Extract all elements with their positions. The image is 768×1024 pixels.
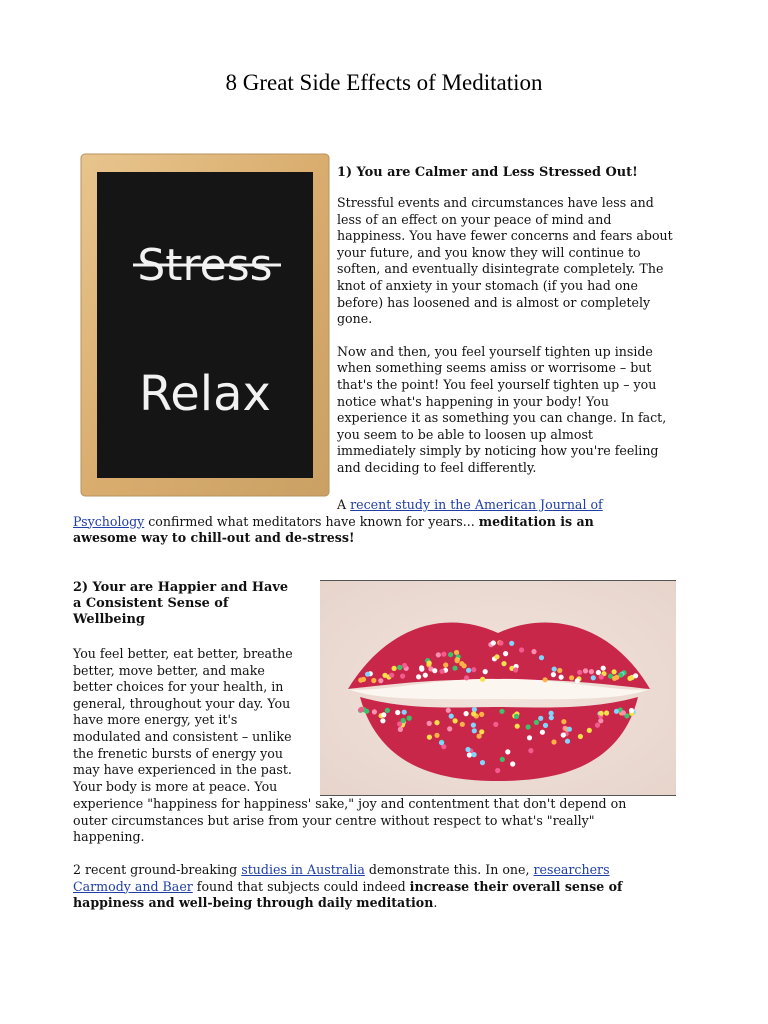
sprinkle-dot: [565, 739, 570, 744]
text-line: your future, and you know they will continue to: [337, 244, 641, 260]
text-line: the frenetic bursts of energy you: [73, 745, 283, 761]
carmody-and-baer-link[interactable]: Carmody and Baer: [73, 878, 193, 894]
section1-heading: 1) You are Calmer and Less Stressed Out!: [337, 165, 638, 180]
sprinkle-dot: [402, 710, 407, 715]
sprinkle-dot: [471, 667, 476, 672]
sprinkle-dot: [465, 747, 470, 752]
sprinkle-dot: [578, 734, 583, 739]
sprinkle-dot: [552, 667, 557, 672]
text-line: Now and then, you feel yourself tighten up inside: [337, 343, 653, 359]
sprinkle-dot: [472, 728, 477, 733]
sprinkle-dot: [480, 760, 485, 765]
sprinkle-dot: [539, 655, 544, 660]
sprinkle-dot: [604, 710, 609, 715]
sprinkle-dot: [498, 640, 503, 645]
text-line: general, throughout your day. You: [73, 695, 291, 711]
sprinkle-dot: [527, 735, 532, 740]
sprinkle-dot: [591, 675, 596, 680]
sprinkle-dot: [400, 674, 405, 679]
study-bold-2: awesome way to chill-out and de-stress!: [73, 530, 355, 546]
sprinkle-lips-image: [320, 580, 676, 796]
sprinkle-dot: [561, 732, 566, 737]
text-line: experience it as something you can change. In fact,: [337, 410, 667, 426]
sprinkle-dot: [392, 666, 397, 671]
sprinkle-dot: [380, 718, 385, 723]
sprinkle-dot: [483, 669, 488, 674]
sprinkle-dot: [477, 734, 482, 739]
sprinkle-dot: [493, 722, 498, 727]
text-line: you seem to be able to loosen up almost: [337, 426, 593, 442]
section1-paragraph-2: [337, 344, 697, 477]
sprinkle-dot: [543, 677, 548, 682]
sprinkle-dot: [575, 678, 580, 683]
psychology-link[interactable]: Psychology: [73, 513, 145, 529]
sprinkle-dot: [627, 676, 632, 681]
chalk-word-stress: Stress: [137, 240, 273, 291]
sprinkle-dot: [596, 670, 601, 675]
sprinkle-dot: [614, 709, 619, 714]
text-line: notice what's happening in your body! You: [337, 393, 609, 409]
sprinkle-dot: [480, 677, 485, 682]
sprinkle-dot: [531, 649, 536, 654]
sprinkle-dot: [561, 719, 566, 724]
sprinkle-dot: [528, 748, 533, 753]
text-line: that's the point! You feel yourself tighten up – you: [337, 376, 657, 392]
sprinkle-dot: [501, 661, 506, 666]
sprinkle-dot: [432, 668, 437, 673]
text-line: soften, and eventually disintegrate completely. The: [337, 261, 664, 277]
sprinkle-dot: [583, 668, 588, 673]
heading-line: a Consistent Sense of: [73, 596, 229, 611]
heading-line: Wellbeing: [73, 612, 145, 627]
sprinkle-dot: [398, 727, 403, 732]
sprinkle-dot: [509, 641, 514, 646]
sprinkle-dot: [361, 677, 366, 682]
study-bold-1: meditation is an: [478, 513, 594, 529]
sprinkle-dot: [439, 740, 444, 745]
sprinkle-dot: [599, 674, 604, 679]
sprinkle-dot: [549, 711, 554, 716]
sprinkle-dot: [587, 728, 592, 733]
sprinkle-dot: [453, 718, 458, 723]
sprinkle-dot: [534, 720, 539, 725]
sprinkle-dot: [441, 652, 446, 657]
text-line: and deciding to feel differently.: [337, 459, 537, 475]
text-line: Your body is more at peace. You: [73, 778, 278, 794]
american-journal-link[interactable]: recent study in the American Journal of: [350, 497, 603, 512]
section1-content: [337, 165, 697, 477]
sprinkle-dot: [471, 723, 476, 728]
sprinkle-dot: [365, 672, 370, 677]
sprinkle-dot: [466, 668, 471, 673]
sprinkle-dot: [416, 674, 421, 679]
sprinkle-dot: [464, 675, 469, 680]
sprinkle-dot: [434, 720, 439, 725]
sprinkle-dot: [551, 672, 556, 677]
sprinkle-dot: [559, 675, 564, 680]
sprinkle-dot: [443, 662, 448, 667]
sprinkle-dot: [455, 658, 460, 663]
sprinkle-dot: [549, 715, 554, 720]
sprinkle-dot: [472, 752, 477, 757]
sprinkle-dot: [464, 711, 469, 716]
sprinkle-dot: [423, 673, 428, 678]
section1-study-paragraph: [73, 497, 693, 547]
section1-paragraph-1: [337, 195, 697, 328]
sprinkle-dot: [514, 714, 519, 719]
sprinkle-dot: [452, 666, 457, 671]
sprinkle-dot: [434, 733, 439, 738]
sprinkle-dot: [358, 707, 363, 712]
section2-heading: [73, 580, 318, 628]
sprinkle-dot: [479, 712, 484, 717]
text-line: have more energy, yet it's: [73, 712, 238, 728]
page-title: 8 Great Side Effects of Meditation: [225, 70, 543, 95]
sprinkle-dot: [419, 665, 424, 670]
sprinkle-dot: [494, 654, 499, 659]
sprinkle-dot: [427, 721, 432, 726]
text-line: when something seems amiss or worrisome – but: [337, 360, 652, 376]
sprinkle-dot: [599, 711, 604, 716]
sprinkle-dot: [569, 675, 574, 680]
text-line: gone.: [337, 311, 373, 327]
sprinkle-dot: [447, 726, 452, 731]
study-middle: confirmed what meditators have known for years...: [144, 513, 479, 529]
text-line: better choices for your health, in: [73, 679, 284, 695]
stress-relax-chalkboard-image: [75, 150, 337, 510]
studies-middle: demonstrate this. In one,: [364, 862, 534, 877]
text-line: immediately simply by noticing how you're feeling: [337, 443, 659, 459]
sprinkle-dot: [381, 712, 386, 717]
sprinkle-dot: [459, 661, 464, 666]
sprinkle-dot: [397, 665, 402, 670]
sprinkle-dot: [526, 724, 531, 729]
sprinkle-dot: [439, 669, 444, 674]
sprinkle-dot: [395, 710, 400, 715]
studies-bold-2: happiness and well-being through daily meditation: [73, 895, 434, 911]
studies-in-australia-link[interactable]: studies in Australia: [241, 862, 365, 877]
sprinkle-dot: [472, 707, 477, 712]
sprinkle-dot: [543, 723, 548, 728]
text-line: outer circumstances but arise from your centre without respect to what's "really": [73, 812, 595, 828]
studies-paragraph: [73, 862, 693, 912]
studies-end: .: [433, 895, 438, 911]
sprinkle-dot: [510, 761, 515, 766]
sprinkle-dot: [567, 727, 572, 732]
sprinkle-dot: [577, 670, 582, 675]
text-line: better, move better, and make: [73, 662, 265, 678]
text-line: less of an effect on your peace of mind and: [337, 211, 612, 227]
chalk-word-relax: Relax: [139, 366, 271, 422]
sprinkle-dot: [503, 651, 508, 656]
text-line: before) has loosened and is almost or completely: [337, 294, 651, 310]
sprinkle-dot: [540, 730, 545, 735]
sprinkle-dot: [389, 673, 394, 678]
sprinkle-dot: [557, 668, 562, 673]
text-line: may have experienced in the past.: [73, 762, 292, 778]
studies-prefix: 2 recent ground-breaking: [73, 862, 242, 877]
sprinkle-dot: [500, 757, 505, 762]
text-line: experience "happiness for happiness' sake," joy and contentment that don't depend on: [73, 796, 627, 811]
sprinkle-dot: [448, 652, 453, 657]
sprinkle-dot: [538, 716, 543, 721]
heading-line: 2) Your are Happier and Have: [73, 580, 289, 595]
sprinkle-dot: [589, 669, 594, 674]
sprinkle-dot: [427, 735, 432, 740]
text-line: You feel better, eat better, breathe: [73, 646, 293, 661]
text-line: modulated and consistent – unlike: [73, 728, 292, 744]
sprinkle-dot: [467, 752, 472, 757]
sprinkle-dot: [385, 708, 390, 713]
sprinkle-dot: [633, 673, 638, 678]
section2-paragraph: [73, 646, 313, 795]
researchers-link[interactable]: researchers: [533, 862, 610, 877]
sprinkle-dot: [460, 722, 465, 727]
text-line: happiness. You have fewer concerns and fears about: [337, 228, 673, 244]
sprinkle-dot: [601, 666, 606, 671]
sprinkle-dot: [513, 667, 518, 672]
sprinkle-dot: [378, 678, 383, 683]
text-line: happening.: [73, 829, 145, 845]
sprinkle-dot: [595, 723, 600, 728]
sprinkle-dot: [621, 710, 626, 715]
studies-after-link: found that subjects could indeed: [192, 878, 410, 894]
sprinkle-dot: [614, 675, 619, 680]
sprinkle-dot: [519, 647, 524, 652]
sprinkle-dot: [479, 729, 484, 734]
section2-paragraph-continued: [73, 796, 693, 846]
text-line: Stressful events and circumstances have less and: [337, 195, 654, 210]
sprinkle-dot: [629, 708, 634, 713]
sprinkle-dot: [499, 709, 504, 714]
sprinkle-dot: [471, 711, 476, 716]
studies-bold-1: increase their overall sense of: [409, 878, 623, 894]
study-prefix: A: [337, 497, 351, 512]
sprinkle-dot: [505, 749, 510, 754]
sprinkle-dot: [495, 768, 500, 773]
sprinkle-dot: [402, 663, 407, 668]
sprinkle-dot: [612, 669, 617, 674]
sprinkle-dot: [436, 652, 441, 657]
sprinkle-dot: [551, 739, 556, 744]
sprinkle-dot: [491, 640, 496, 645]
sprinkle-dot: [397, 721, 402, 726]
sprinkle-dot: [598, 718, 603, 723]
sprinkle-dot: [371, 678, 376, 683]
text-line: knot of anxiety in your stomach (if you had one: [337, 277, 638, 293]
sprinkle-dot: [446, 708, 451, 713]
sprinkle-dot: [407, 716, 412, 721]
sprinkle-dot: [372, 709, 377, 714]
sprinkle-dot: [449, 714, 454, 719]
sprinkle-dot: [427, 661, 432, 666]
sprinkle-dot: [515, 724, 520, 729]
